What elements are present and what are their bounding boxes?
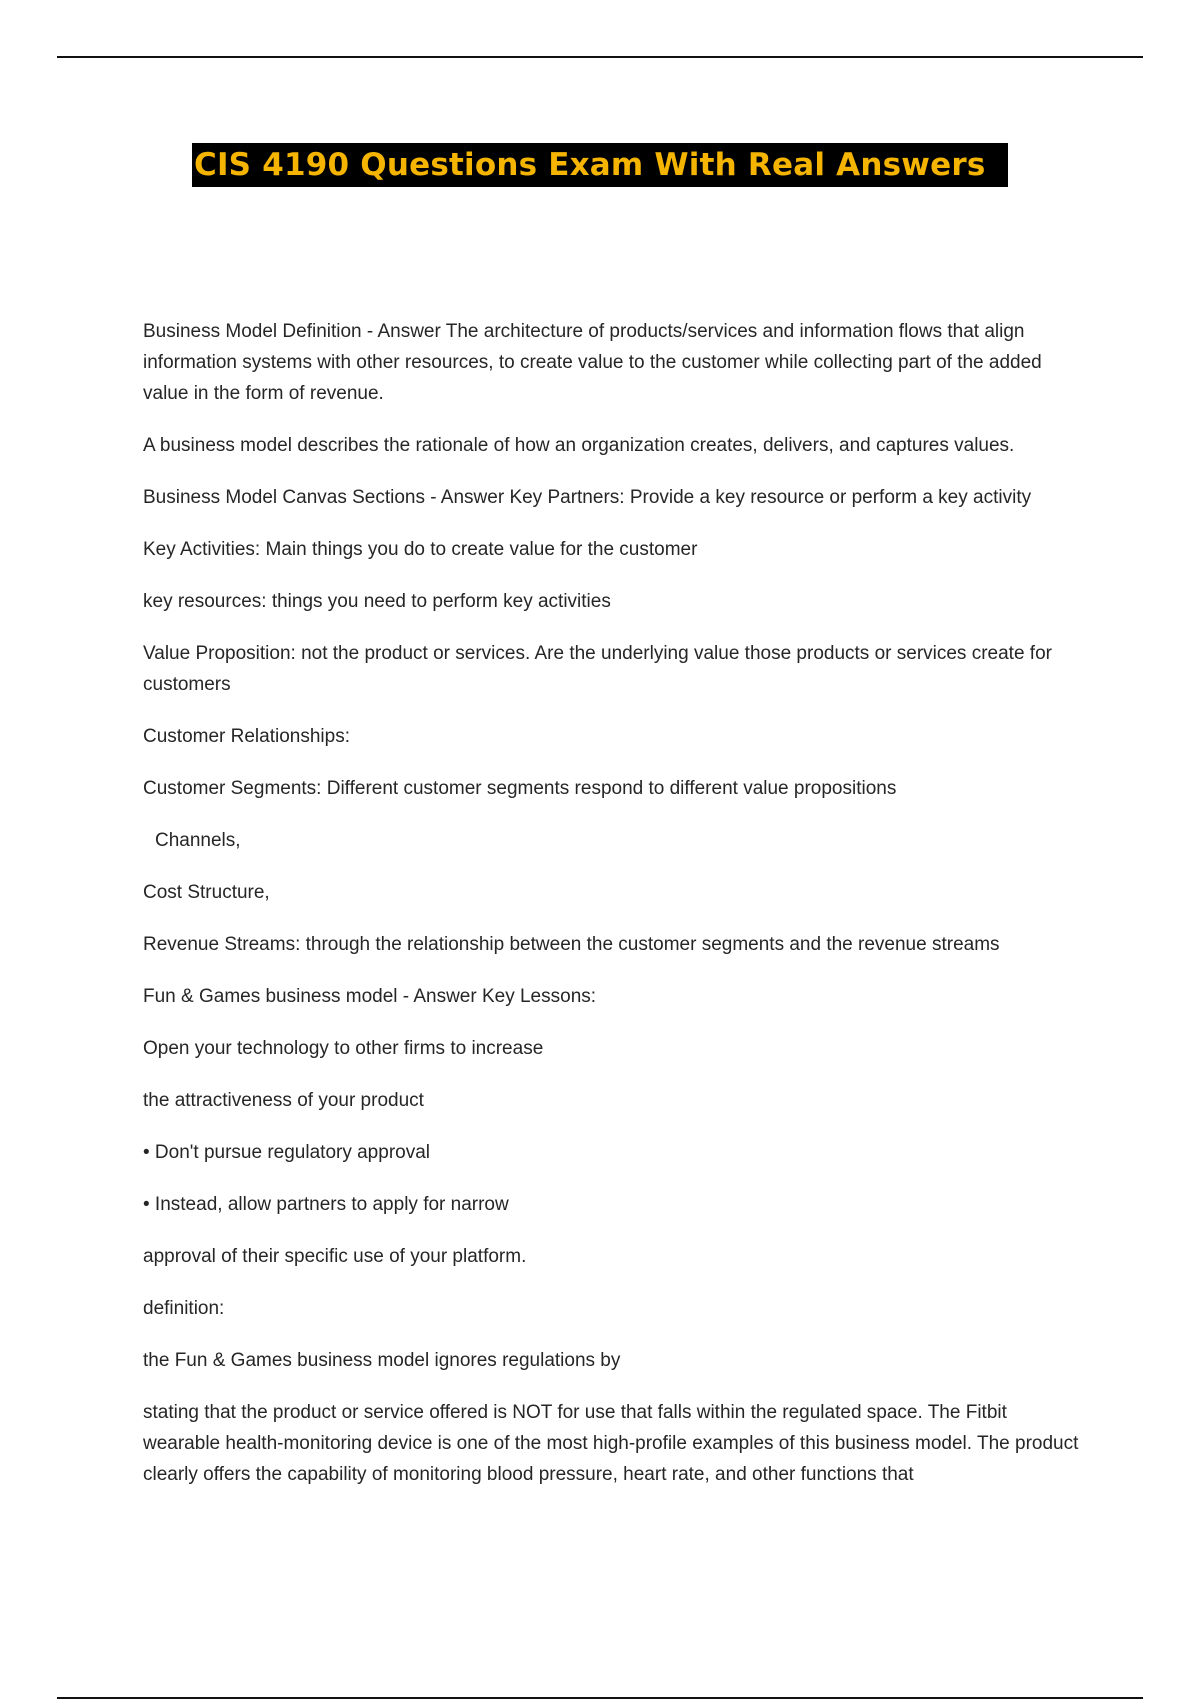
paragraph-ignores-regulations: the Fun & Games business model ignores regulations by [143,1350,621,1371]
bottom-divider [57,1697,1143,1699]
paragraph-customer-relationships: Customer Relationships: [143,726,350,747]
title-container [0,143,1200,187]
paragraph-specific-use: approval of their specific use of your platform. [143,1246,527,1267]
paragraph-cost-structure: Cost Structure, [143,882,270,903]
paragraph-key-resources: key resources: things you need to perform key activities [143,591,611,612]
paragraph-business-model-rationale: A business model describes the rationale of how an organization creates, delivers, and captures values. [143,435,1015,456]
paragraph-value-proposition: Value Proposition: not the product or services. Are the underlying value those products or services create for customers [143,643,1052,695]
paragraph-business-model-definition: Business Model Definition - Answer The architecture of products/services and information flows that align information systems with other resources, to create value to the customer while collecting part of the added value in the form of revenue. [143,321,1042,404]
paragraph-channels: Channels, [155,830,241,851]
top-divider [57,56,1143,58]
bullet-partners-apply: • Instead, allow partners to apply for narrow [143,1194,509,1215]
paragraph-open-technology: Open your technology to other firms to increase [143,1038,544,1059]
paragraph-canvas-sections: Business Model Canvas Sections - Answer Key Partners: Provide a key resource or perform a key activity [143,487,1032,508]
document-title: CIS 4190 Questions Exam With Real Answers [192,143,1008,187]
paragraph-definition-label: definition: [143,1298,225,1319]
paragraph-customer-segments: Customer Segments: Different customer segments respond to different value propositions [143,778,897,799]
paragraph-fitbit-example: stating that the product or service offered is NOT for use that falls within the regulated space. The Fitbit wearable health-monitoring device is one of the most high-profile examples of this business model. The product clearly offers the capability of monitoring blood pressure, heart rate, and other functions that [143,1402,1079,1485]
paragraph-key-activities: Key Activities: Main things you do to create value for the customer [143,539,698,560]
paragraph-revenue-streams: Revenue Streams: through the relationship between the customer segments and the revenue streams [143,934,1000,955]
paragraph-attractiveness: the attractiveness of your product [143,1090,424,1111]
document-body [143,316,1083,1511]
paragraph-fun-games-model: Fun & Games business model - Answer Key Lessons: [143,986,597,1007]
bullet-regulatory-approval: • Don't pursue regulatory approval [143,1142,430,1163]
